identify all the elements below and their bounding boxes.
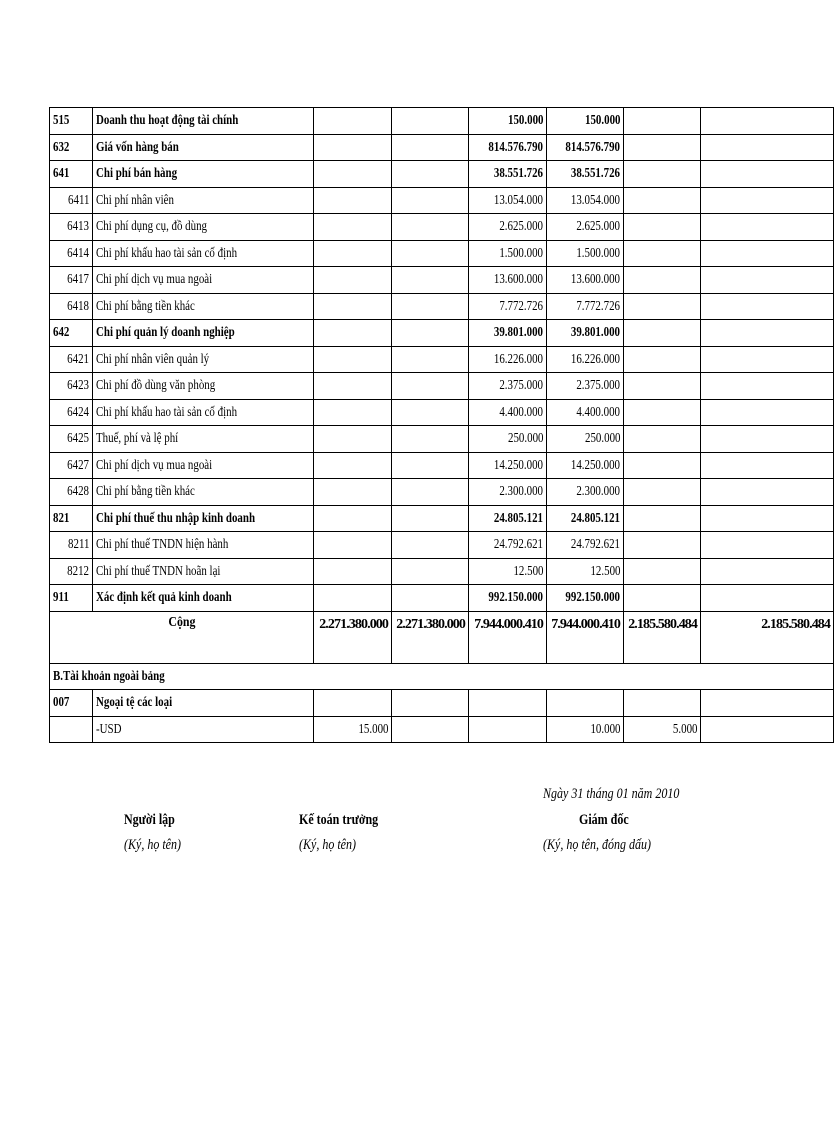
account-name: Chi phí nhân viên bbox=[93, 187, 314, 214]
table-row bbox=[50, 214, 834, 241]
table-row bbox=[50, 240, 834, 267]
amount-c1 bbox=[314, 161, 392, 188]
account-name: Giá vốn hàng bán bbox=[93, 134, 314, 161]
account-code: 6417 bbox=[50, 267, 93, 294]
amount-c1 bbox=[314, 108, 392, 135]
chief-accountant-hint: (Ký, họ tên) bbox=[299, 837, 356, 853]
account-code: 6423 bbox=[50, 373, 93, 400]
amount-c2 bbox=[392, 399, 469, 426]
amount-c2 bbox=[392, 505, 469, 532]
amount-c4: 38.551.726 bbox=[547, 161, 624, 188]
amount-c1 bbox=[314, 267, 392, 294]
account-code: 6427 bbox=[50, 452, 93, 479]
total-row bbox=[50, 611, 834, 663]
account-code: 911 bbox=[50, 585, 93, 612]
amount-c2 bbox=[392, 214, 469, 241]
amount-c3: 4.400.000 bbox=[469, 399, 547, 426]
amount-c6 bbox=[701, 108, 834, 135]
account-code: 6428 bbox=[50, 479, 93, 506]
amount-c1 bbox=[314, 293, 392, 320]
table-row bbox=[50, 134, 834, 161]
amount-c4 bbox=[547, 690, 624, 717]
amount-c6 bbox=[701, 452, 834, 479]
account-code: 6421 bbox=[50, 346, 93, 373]
amount-c5 bbox=[624, 161, 701, 188]
total-c3: 7.944.000.410 bbox=[469, 611, 547, 663]
amount-c1 bbox=[314, 505, 392, 532]
amount-c2 bbox=[392, 267, 469, 294]
amount-c5 bbox=[624, 585, 701, 612]
amount-c6 bbox=[701, 293, 834, 320]
amount-c3: 150.000 bbox=[469, 108, 547, 135]
amount-c2 bbox=[392, 452, 469, 479]
amount-c2 bbox=[392, 373, 469, 400]
amount-c3: 38.551.726 bbox=[469, 161, 547, 188]
account-name: Chi phí khấu hao tài sản cố định bbox=[93, 240, 314, 267]
amount-c2 bbox=[392, 532, 469, 559]
account-name: Chi phí dịch vụ mua ngoài bbox=[93, 267, 314, 294]
amount-c6 bbox=[701, 240, 834, 267]
amount-c2 bbox=[392, 346, 469, 373]
amount-c4: 14.250.000 bbox=[547, 452, 624, 479]
amount-c5 bbox=[624, 399, 701, 426]
amount-c4: 13.600.000 bbox=[547, 267, 624, 294]
amount-c2 bbox=[392, 426, 469, 453]
amount-c1 bbox=[314, 134, 392, 161]
amount-c5 bbox=[624, 426, 701, 453]
account-code bbox=[50, 716, 93, 743]
amount-c2 bbox=[392, 161, 469, 188]
amount-c5 bbox=[624, 187, 701, 214]
amount-c1 bbox=[314, 690, 392, 717]
amount-c4: 992.150.000 bbox=[547, 585, 624, 612]
amount-c1 bbox=[314, 585, 392, 612]
section-b-title: B.Tài khoản ngoài bảng bbox=[50, 663, 834, 690]
amount-c2 bbox=[392, 134, 469, 161]
amount-c1 bbox=[314, 426, 392, 453]
amount-c1 bbox=[314, 214, 392, 241]
amount-c3 bbox=[469, 690, 547, 717]
amount-c5 bbox=[624, 267, 701, 294]
amount-c2 bbox=[392, 320, 469, 347]
amount-c3: 13.054.000 bbox=[469, 187, 547, 214]
amount-c6 bbox=[701, 161, 834, 188]
amount-c4: 4.400.000 bbox=[547, 399, 624, 426]
amount-c3: 39.801.000 bbox=[469, 320, 547, 347]
account-code: 6414 bbox=[50, 240, 93, 267]
total-c2: 2.271.380.000 bbox=[392, 611, 469, 663]
amount-c4: 10.000 bbox=[547, 716, 624, 743]
amount-c1 bbox=[314, 452, 392, 479]
table-row bbox=[50, 399, 834, 426]
preparer-hint: (Ký, họ tên) bbox=[124, 837, 181, 853]
table-row bbox=[50, 585, 834, 612]
account-code: 641 bbox=[50, 161, 93, 188]
account-name: Chi phí dịch vụ mua ngoài bbox=[93, 452, 314, 479]
amount-c3: 814.576.790 bbox=[469, 134, 547, 161]
account-code: 632 bbox=[50, 134, 93, 161]
amount-c6 bbox=[701, 346, 834, 373]
amount-c5 bbox=[624, 505, 701, 532]
amount-c6 bbox=[701, 320, 834, 347]
account-name: Chi phí bằng tiền khác bbox=[93, 479, 314, 506]
amount-c1 bbox=[314, 558, 392, 585]
ledger-body bbox=[50, 108, 834, 743]
table-row bbox=[50, 187, 834, 214]
amount-c4: 13.054.000 bbox=[547, 187, 624, 214]
account-name: Chi phí thuế TNDN hoãn lại bbox=[93, 558, 314, 585]
account-code: 6418 bbox=[50, 293, 93, 320]
amount-c3: 2.625.000 bbox=[469, 214, 547, 241]
amount-c3: 7.772.726 bbox=[469, 293, 547, 320]
amount-c2 bbox=[392, 690, 469, 717]
account-code: 8211 bbox=[50, 532, 93, 559]
amount-c6 bbox=[701, 134, 834, 161]
total-c1: 2.271.380.000 bbox=[314, 611, 392, 663]
account-code: 6424 bbox=[50, 399, 93, 426]
account-code: 6425 bbox=[50, 426, 93, 453]
table-row bbox=[50, 532, 834, 559]
table-row bbox=[50, 690, 834, 717]
account-name: Chi phí dụng cụ, đồ dùng bbox=[93, 214, 314, 241]
table-row bbox=[50, 452, 834, 479]
account-code: 8212 bbox=[50, 558, 93, 585]
amount-c1 bbox=[314, 187, 392, 214]
account-code: 6413 bbox=[50, 214, 93, 241]
preparer-title: Người lập bbox=[124, 812, 175, 828]
amount-c6 bbox=[701, 558, 834, 585]
amount-c6 bbox=[701, 187, 834, 214]
table-row bbox=[50, 320, 834, 347]
account-name: Chi phí thuế TNDN hiện hành bbox=[93, 532, 314, 559]
total-c6: 2.185.580.484 bbox=[701, 611, 834, 663]
account-name: Chi phí quản lý doanh nghiệp bbox=[93, 320, 314, 347]
total-c4: 7.944.000.410 bbox=[547, 611, 624, 663]
director-hint: (Ký, họ tên, đóng dấu) bbox=[543, 837, 651, 853]
account-name: Ngoại tệ các loại bbox=[93, 690, 314, 717]
amount-c2 bbox=[392, 187, 469, 214]
amount-c5 bbox=[624, 293, 701, 320]
trial-balance-table bbox=[49, 107, 834, 743]
amount-c2 bbox=[392, 479, 469, 506]
amount-c5 bbox=[624, 558, 701, 585]
account-name: Chi phí nhân viên quản lý bbox=[93, 346, 314, 373]
amount-c4: 2.375.000 bbox=[547, 373, 624, 400]
amount-c5 bbox=[624, 108, 701, 135]
table-row bbox=[50, 373, 834, 400]
account-name: Doanh thu hoạt động tài chính bbox=[93, 108, 314, 135]
account-code: 515 bbox=[50, 108, 93, 135]
amount-c3: 24.805.121 bbox=[469, 505, 547, 532]
amount-c2 bbox=[392, 293, 469, 320]
amount-c2 bbox=[392, 585, 469, 612]
amount-c1 bbox=[314, 399, 392, 426]
amount-c5 bbox=[624, 346, 701, 373]
amount-c5 bbox=[624, 532, 701, 559]
amount-c1 bbox=[314, 532, 392, 559]
table-row bbox=[50, 505, 834, 532]
account-code: 821 bbox=[50, 505, 93, 532]
amount-c5 bbox=[624, 214, 701, 241]
director-title: Giám đốc bbox=[579, 812, 629, 828]
amount-c4: 2.625.000 bbox=[547, 214, 624, 241]
table-row bbox=[50, 346, 834, 373]
amount-c4: 24.805.121 bbox=[547, 505, 624, 532]
amount-c3 bbox=[469, 716, 547, 743]
amount-c4: 814.576.790 bbox=[547, 134, 624, 161]
amount-c6 bbox=[701, 373, 834, 400]
amount-c4: 24.792.621 bbox=[547, 532, 624, 559]
amount-c6 bbox=[701, 585, 834, 612]
account-name: Chi phí khấu hao tài sản cố định bbox=[93, 399, 314, 426]
amount-c4: 12.500 bbox=[547, 558, 624, 585]
amount-c6 bbox=[701, 267, 834, 294]
account-code: 6411 bbox=[50, 187, 93, 214]
amount-c2 bbox=[392, 240, 469, 267]
amount-c3: 13.600.000 bbox=[469, 267, 547, 294]
amount-c6 bbox=[701, 426, 834, 453]
amount-c6 bbox=[701, 399, 834, 426]
table-row bbox=[50, 558, 834, 585]
amount-c4: 1.500.000 bbox=[547, 240, 624, 267]
amount-c1: 15.000 bbox=[314, 716, 392, 743]
amount-c5 bbox=[624, 479, 701, 506]
amount-c4: 150.000 bbox=[547, 108, 624, 135]
amount-c4: 16.226.000 bbox=[547, 346, 624, 373]
amount-c3: 16.226.000 bbox=[469, 346, 547, 373]
amount-c3: 12.500 bbox=[469, 558, 547, 585]
account-code: 007 bbox=[50, 690, 93, 717]
amount-c4: 2.300.000 bbox=[547, 479, 624, 506]
amount-c6 bbox=[701, 505, 834, 532]
amount-c1 bbox=[314, 346, 392, 373]
total-label: Cộng bbox=[50, 611, 314, 663]
amount-c3: 992.150.000 bbox=[469, 585, 547, 612]
account-name: -USD bbox=[93, 716, 314, 743]
amount-c3: 2.300.000 bbox=[469, 479, 547, 506]
amount-c4: 7.772.726 bbox=[547, 293, 624, 320]
amount-c1 bbox=[314, 479, 392, 506]
table-row bbox=[50, 716, 834, 743]
amount-c2 bbox=[392, 108, 469, 135]
table-row bbox=[50, 161, 834, 188]
amount-c3: 14.250.000 bbox=[469, 452, 547, 479]
total-c5: 2.185.580.484 bbox=[624, 611, 701, 663]
amount-c6 bbox=[701, 716, 834, 743]
amount-c3: 250.000 bbox=[469, 426, 547, 453]
chief-accountant-title: Kế toán trưởng bbox=[299, 812, 379, 828]
amount-c6 bbox=[701, 532, 834, 559]
amount-c3: 24.792.621 bbox=[469, 532, 547, 559]
amount-c1 bbox=[314, 320, 392, 347]
table-row bbox=[50, 479, 834, 506]
account-name: Chi phí đồ dùng văn phòng bbox=[93, 373, 314, 400]
amount-c3: 2.375.000 bbox=[469, 373, 547, 400]
table-row bbox=[50, 267, 834, 294]
amount-c6 bbox=[701, 690, 834, 717]
amount-c6 bbox=[701, 214, 834, 241]
amount-c1 bbox=[314, 373, 392, 400]
account-name: Xác định kết quả kinh doanh bbox=[93, 585, 314, 612]
account-name: Thuế, phí và lệ phí bbox=[93, 426, 314, 453]
amount-c1 bbox=[314, 240, 392, 267]
amount-c5 bbox=[624, 134, 701, 161]
amount-c4: 250.000 bbox=[547, 426, 624, 453]
table-row bbox=[50, 108, 834, 135]
report-date: Ngày 31 tháng 01 năm 2010 bbox=[543, 786, 680, 802]
amount-c5: 5.000 bbox=[624, 716, 701, 743]
amount-c2 bbox=[392, 716, 469, 743]
account-name: Chi phí thuế thu nhập kinh doanh bbox=[93, 505, 314, 532]
amount-c4: 39.801.000 bbox=[547, 320, 624, 347]
account-code: 642 bbox=[50, 320, 93, 347]
amount-c6 bbox=[701, 479, 834, 506]
section-b-row bbox=[50, 663, 834, 690]
amount-c5 bbox=[624, 320, 701, 347]
amount-c3: 1.500.000 bbox=[469, 240, 547, 267]
amount-c5 bbox=[624, 690, 701, 717]
table-row bbox=[50, 293, 834, 320]
amount-c5 bbox=[624, 240, 701, 267]
amount-c2 bbox=[392, 558, 469, 585]
account-name: Chi phí bán hàng bbox=[93, 161, 314, 188]
table-row bbox=[50, 426, 834, 453]
amount-c5 bbox=[624, 452, 701, 479]
account-name: Chi phí bằng tiền khác bbox=[93, 293, 314, 320]
amount-c5 bbox=[624, 373, 701, 400]
